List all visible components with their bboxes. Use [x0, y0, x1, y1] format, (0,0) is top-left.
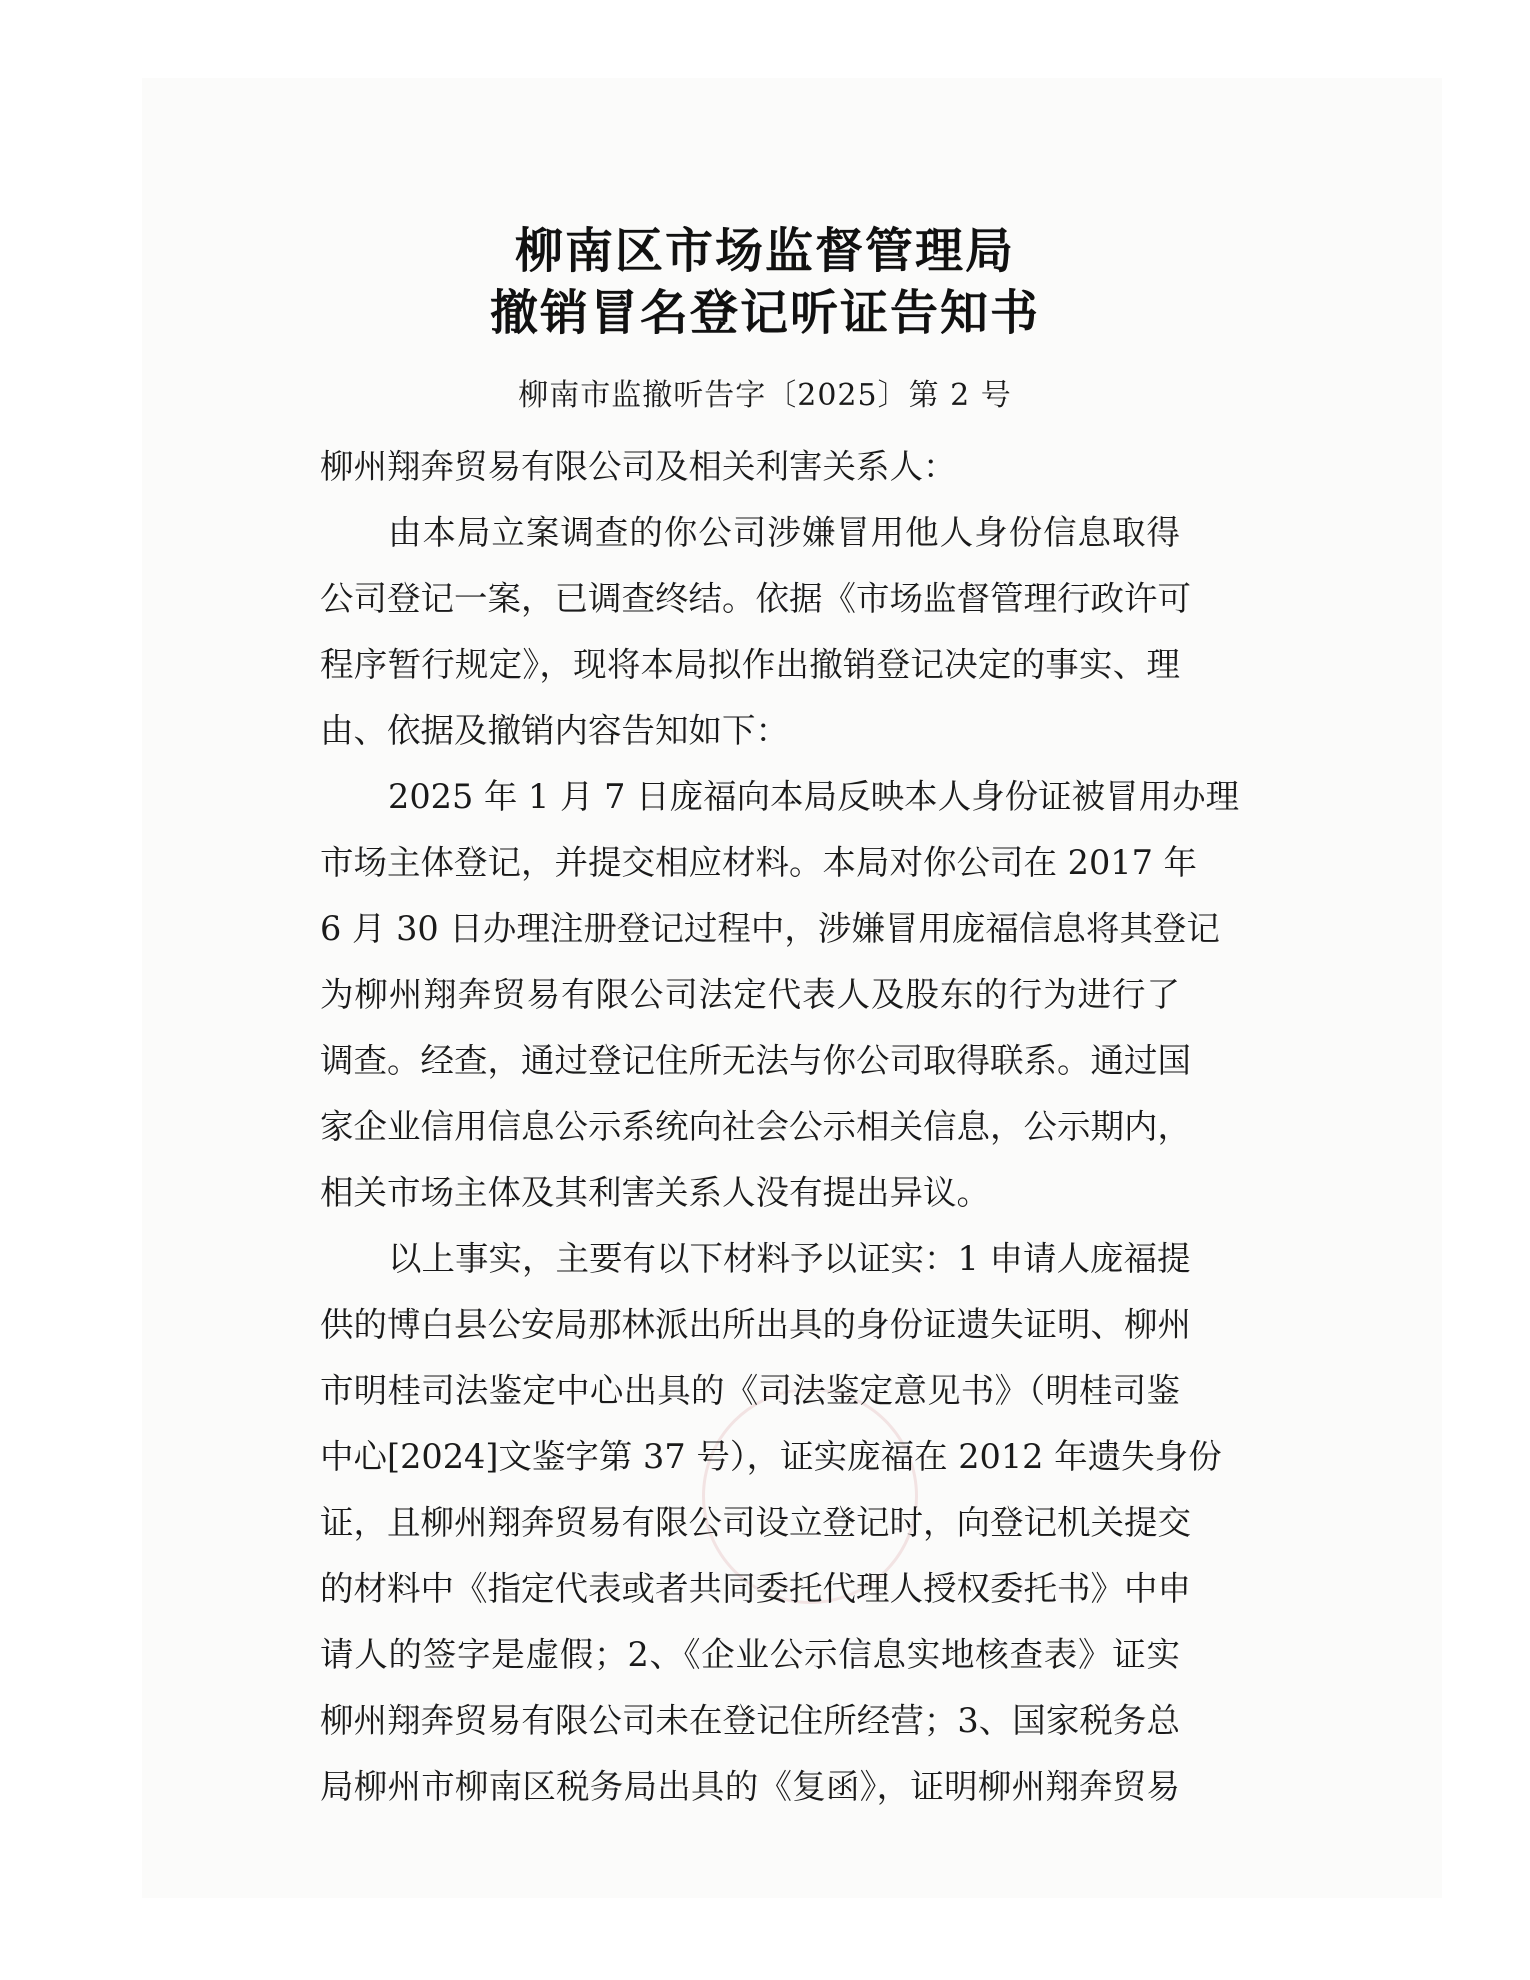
- paragraph-3-line-6: 的材料中《指定代表或者共同委托代理人授权委托书》中申: [320, 1569, 1191, 1608]
- paragraph-2-line-3: 6 月 30 日办理注册登记过程中，涉嫌冒用庞福信息将其登记: [320, 909, 1220, 948]
- paragraph-3-line-8: 柳州翔奔贸易有限公司未在登记住所经营；3、国家税务总: [320, 1701, 1180, 1740]
- paragraph-2-line-5: 调查。经查，通过登记住所无法与你公司取得联系。通过国: [320, 1041, 1191, 1080]
- paragraph-3-line-3: 市明桂司法鉴定中心出具的《司法鉴定意见书》（明桂司鉴: [320, 1371, 1180, 1410]
- document-title-line2: 撤销冒名登记听证告知书: [489, 285, 1040, 341]
- paragraph-1-line-4: 由、依据及撤销内容告知如下：: [320, 711, 789, 750]
- paragraph-2-line-1: 2025 年 1 月 7 日庞福向本局反映本人身份证被冒用办理: [388, 777, 1240, 816]
- paragraph-1-line-1: 由本局立案调查的你公司涉嫌冒用他人身份信息取得: [388, 513, 1180, 552]
- paragraph-1-line-3: 程序暂行规定》，现将本局拟作出撤销登记决定的事实、理: [320, 645, 1180, 684]
- paragraph-1-line-2: 公司登记一案，已调查终结。依据《市场监督管理行政许可: [320, 579, 1191, 618]
- document-number: 柳南市监撤听告字〔2025〕第 2 号: [518, 378, 1012, 413]
- paragraph-2-line-4: 为柳州翔奔贸易有限公司法定代表人及股东的行为进行了: [320, 975, 1180, 1014]
- paragraph-2-line-6: 家企业信用信息公示系统向社会公示相关信息，公示期内，: [320, 1107, 1191, 1146]
- paragraph-3-line-7: 请人的签字是虚假；2、《企业公示信息实地核查表》证实: [320, 1635, 1180, 1674]
- addressee-line: 柳州翔奔贸易有限公司及相关利害关系人：: [320, 447, 957, 486]
- paragraph-3-line-2: 供的博白县公安局那林派出所出具的身份证遗失证明、柳州: [320, 1305, 1191, 1344]
- paragraph-3-line-9: 局柳州市柳南区税务局出具的《复函》，证明柳州翔奔贸易: [320, 1767, 1180, 1806]
- paragraph-3-line-4: 中心[2024]文鉴字第 37 号），证实庞福在 2012 年遗失身份: [320, 1437, 1222, 1476]
- paragraph-3-line-5: 证，且柳州翔奔贸易有限公司设立登记时，向登记机关提交: [320, 1503, 1191, 1542]
- document-title-line1: 柳南区市场监督管理局: [514, 223, 1015, 279]
- paragraph-2-line-2: 市场主体登记，并提交相应材料。本局对你公司在 2017 年: [320, 843, 1198, 882]
- paragraph-3-line-1: 以上事实，主要有以下材料予以证实：1 申请人庞福提: [388, 1239, 1191, 1278]
- paragraph-2-line-7: 相关市场主体及其利害关系人没有提出异议。: [320, 1173, 990, 1212]
